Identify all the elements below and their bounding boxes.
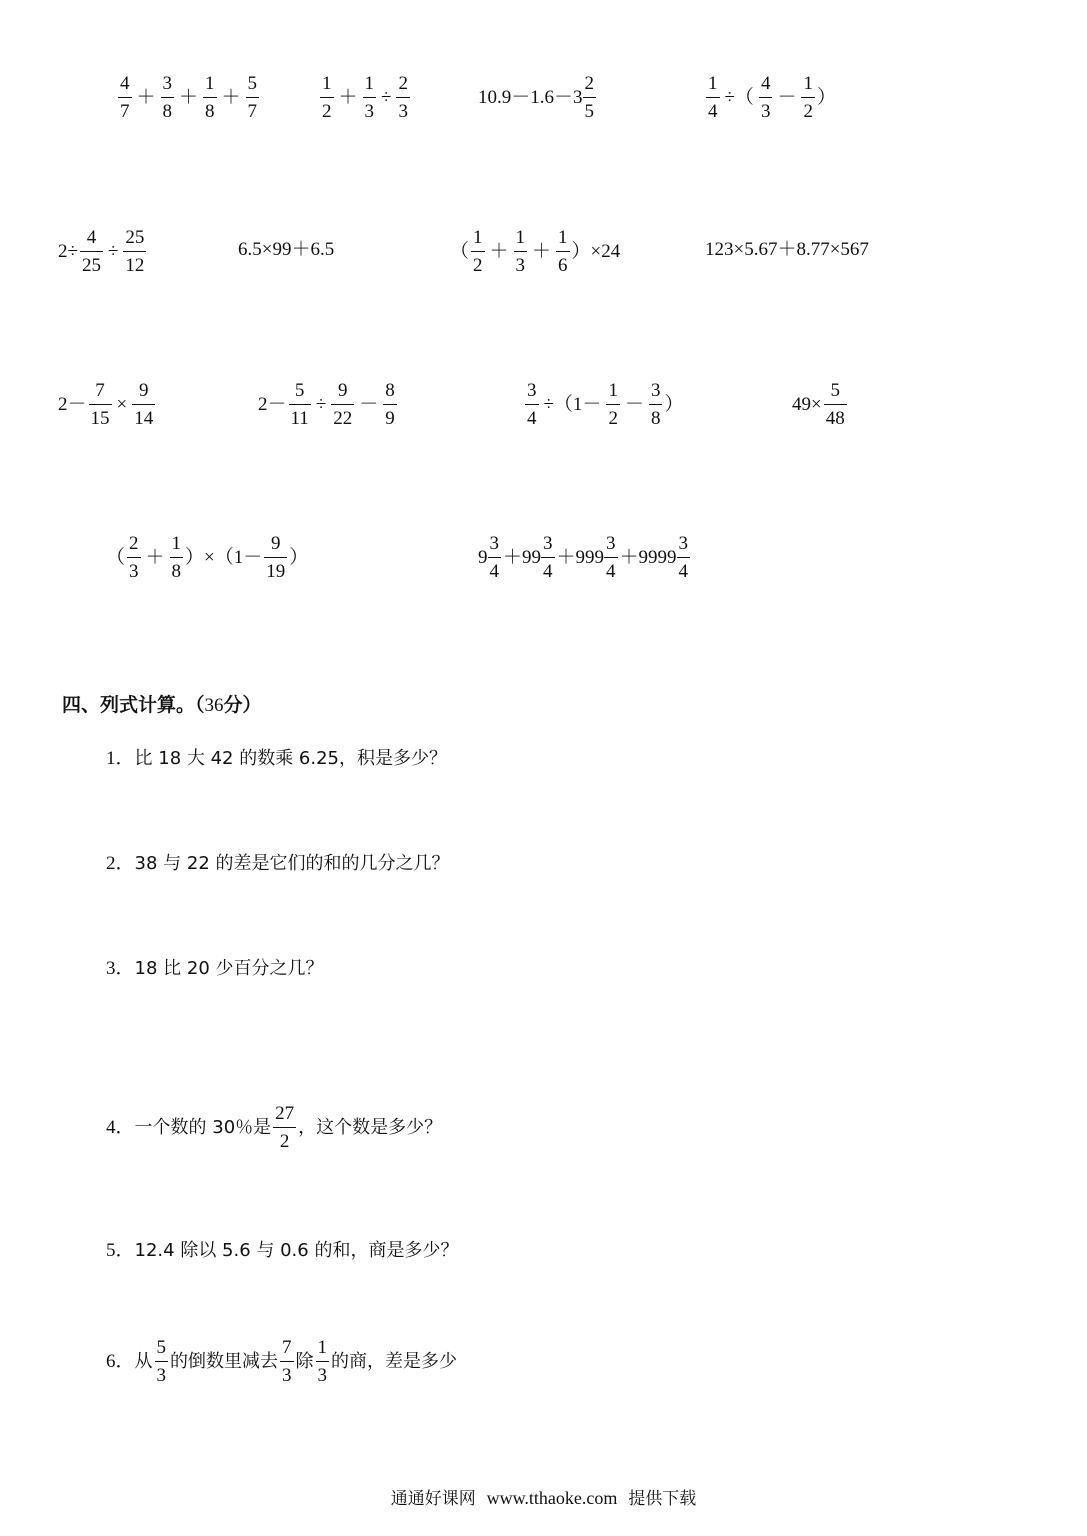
fraction: $\frac{3}{4}$: [489, 533, 499, 582]
fraction: $\frac{1}{8}$: [171, 533, 182, 582]
fraction: $\frac{1}{2}$: [803, 73, 813, 122]
fraction: $\frac{8}{9}$: [385, 380, 395, 429]
fraction: $\frac{1}{3}$: [317, 1337, 328, 1386]
expr-r2-2: 6.5×99＋6.5: [238, 239, 335, 260]
fraction: $\frac{3}{8}$: [650, 380, 661, 429]
question-3: 3． 18 比 20 少百分之几？: [106, 957, 324, 979]
fraction: $\frac{9}{19}$: [266, 533, 286, 582]
section-heading: 四、列式计算。（36分）: [62, 694, 262, 716]
fraction: $\frac{3}{4}$: [606, 533, 616, 582]
question-6: 6． 从 $\frac{5}{3}$ 的倒数里减去 $\frac{7}{3}$ 除 $\frac{1}{3}$ 的商，差是多少: [106, 1337, 458, 1386]
fraction: $\frac{7}{3}$: [282, 1337, 292, 1386]
question-4: 4． 一个数的 30％是 $\frac{27}{2}$ ，这个数是多少？: [106, 1103, 443, 1152]
fraction: $\frac{1}{3}$: [364, 73, 375, 122]
expr-r3-2: 2－ $\frac{5}{11}$ ÷ $\frac{9}{22}$ － $\frac{8}{9}$: [258, 380, 395, 429]
page-footer: [0, 1484, 1087, 1509]
expr-r3-3: $\frac{3}{4}$ ÷（1－ $\frac{1}{2}$ － $\frac{3}{8}$ ）: [527, 380, 684, 429]
footer-site-name: 通通好课网: [390, 1489, 476, 1509]
fraction: $\frac{1}{4}$: [708, 73, 718, 122]
expr-r3-1: 2－ $\frac{7}{15}$ × $\frac{9}{14}$: [58, 380, 154, 429]
expr-r4-2: 9 $\frac{3}{4}$ ＋99 $\frac{3}{4}$ ＋999 $\frac{3}{4}$ ＋9999 $\frac{3}{4}$: [478, 533, 689, 582]
fraction: $\frac{3}{8}$: [162, 73, 173, 122]
fraction: $\frac{3}{4}$: [543, 533, 553, 582]
expr-r2-1: 2÷ $\frac{4}{25}$ ÷ $\frac{25}{12}$: [58, 227, 145, 276]
fraction: $\frac{4}{3}$: [760, 73, 771, 122]
fraction: $\frac{5}{11}$: [290, 380, 309, 429]
fraction: $\frac{1}{6}$: [558, 227, 568, 276]
expr-r2-4: 123×5.67＋8.77×567: [705, 239, 869, 260]
fraction: $\frac{7}{15}$: [90, 380, 110, 429]
fraction: $\frac{5}{48}$: [825, 380, 845, 429]
expr-r4-1: （ $\frac{2}{3}$ ＋ $\frac{1}{8}$ ）×（1－ $\frac{9}{19}$ ）: [106, 533, 309, 582]
fraction: $\frac{2}{3}$: [129, 533, 139, 582]
expr-r1-4: $\frac{1}{4}$ ÷（ $\frac{4}{3}$ － $\frac{1}{2}$ ）: [708, 73, 836, 122]
fraction: $\frac{9}{22}$: [333, 380, 353, 429]
fraction: $\frac{1}{2}$: [608, 380, 618, 429]
footer-url-link[interactable]: www.tthaoke.com: [486, 1488, 618, 1508]
footer-suffix: 提供下载: [628, 1489, 697, 1509]
question-2: 2． 38 与 22 的差是它们的和的几分之几？: [106, 852, 450, 874]
fraction: $\frac{1}{2}$: [473, 227, 483, 276]
expr-r3-4: 49× $\frac{5}{48}$: [792, 380, 845, 429]
expr-r1-1: $\frac{4}{7}$ ＋ $\frac{3}{8}$ ＋ $\frac{1}{8}$ ＋ $\frac{5}{7}$: [120, 73, 258, 122]
fraction: $\frac{1}{2}$: [322, 73, 332, 122]
fraction: $\frac{27}{2}$: [275, 1103, 295, 1152]
fraction: $\frac{1}{3}$: [515, 227, 526, 276]
fraction: $\frac{3}{4}$: [527, 380, 537, 429]
fraction: $\frac{2}{5}$: [584, 73, 595, 122]
question-5: 5． 12.4 除以 5.6 与 0.6 的和，商是多少？: [106, 1239, 459, 1261]
expr-r2-3: （ $\frac{1}{2}$ ＋ $\frac{1}{3}$ ＋ $\frac{1}{6}$ ）×24: [450, 227, 621, 276]
expr-r1-3: 10.9－1.6－3 $\frac{2}{5}$: [478, 73, 595, 122]
fraction: $\frac{25}{12}$: [125, 227, 145, 276]
expr-r1-2: $\frac{1}{2}$ ＋ $\frac{1}{3}$ ÷ $\frac{2}{3}$: [322, 73, 408, 122]
fraction: $\frac{5}{3}$: [156, 1337, 167, 1386]
fraction: $\frac{2}{3}$: [398, 73, 408, 122]
fraction: $\frac{1}{8}$: [205, 73, 215, 122]
fraction: $\frac{4}{7}$: [120, 73, 130, 122]
fraction: $\frac{9}{14}$: [134, 380, 154, 429]
fraction: $\frac{5}{7}$: [247, 73, 258, 122]
fraction: $\frac{4}{25}$: [81, 227, 101, 276]
fraction: $\frac{3}{4}$: [678, 533, 689, 582]
question-1: 1． 比 18 大 42 的数乘 6.25，积是多少？: [106, 747, 448, 769]
